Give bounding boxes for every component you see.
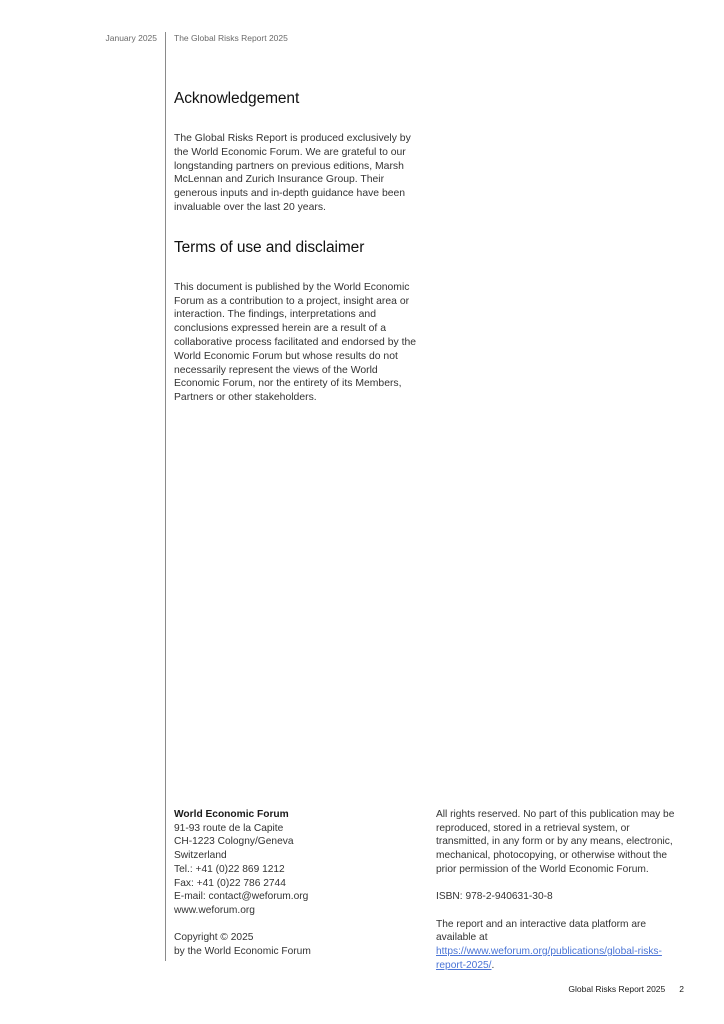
- acknowledgement-body: The Global Risks Report is produced exclusively by the World Economic Forum. We are grateful to our longstanding partners on previous editions, Marsh McLennan and Zurich Insurance Group. Their generous inputs and in-depth guidance have been invaluable over the last 20 years.: [174, 133, 411, 213]
- footer-report-title: Global Risks Report 2025: [568, 984, 666, 994]
- copyright-line2: by the World Economic Forum: [174, 946, 311, 958]
- spacer: [174, 918, 311, 932]
- contact-address-line1: 91-93 route de la Capite: [174, 822, 284, 834]
- spacer: [436, 904, 684, 918]
- contact-tel: Tel.: +41 (0)22 869 1212: [174, 863, 285, 875]
- contact-email: E-mail: contact@weforum.org: [174, 891, 309, 903]
- page-number: 2: [679, 984, 684, 994]
- contact-country: Switzerland: [174, 850, 227, 862]
- copyright-line1: Copyright © 2025: [174, 932, 254, 944]
- contact-block: [174, 808, 311, 959]
- acknowledgement-heading: Acknowledgement: [174, 90, 300, 107]
- terms-body: This document is published by the World Economic Forum as a contribution to a project, insight area or interaction. The findings, interpretations and conclusions expressed herein are a result of a collaborative process facilitated and endorsed by the World Economic Forum but whose results do not necessarily represent the views of the World Economic Forum, nor the entirety of its Members, Partners or other stakeholders.: [174, 281, 417, 404]
- header-date: January 2025: [105, 33, 157, 43]
- terms-heading: Terms of use and disclaimer: [174, 238, 365, 256]
- rights-block: [436, 808, 684, 972]
- contact-fax: Fax: +41 (0)22 786 2744: [174, 877, 286, 889]
- rights-reserved: All rights reserved. No part of this publication may be reproduced, stored in a retrieval system, or transmitted, in any form or by any means, electronic, mechanical, photocopying, or otherwise without the prior permission of the World Economic Forum.: [436, 809, 675, 875]
- contact-org: World Economic Forum: [174, 809, 289, 820]
- contact-address-line2: CH-1223 Cologny/Geneva: [174, 836, 294, 848]
- isbn: ISBN: 978-2-940631-30-8: [436, 891, 553, 903]
- vertical-divider: [165, 32, 166, 961]
- header-report-title: The Global Risks Report 2025: [174, 33, 288, 43]
- contact-web: www.weforum.org: [174, 904, 255, 916]
- page-footer: [568, 984, 684, 994]
- availability-suffix: .: [491, 959, 495, 971]
- spacer: [436, 877, 684, 891]
- availability-prefix: The report and an interactive data platform are available at: [436, 918, 647, 944]
- main-content: [174, 90, 424, 429]
- availability-text: [436, 918, 684, 973]
- report-link[interactable]: https://www.weforum.org/publications/global-risks-report-2025/: [436, 946, 662, 971]
